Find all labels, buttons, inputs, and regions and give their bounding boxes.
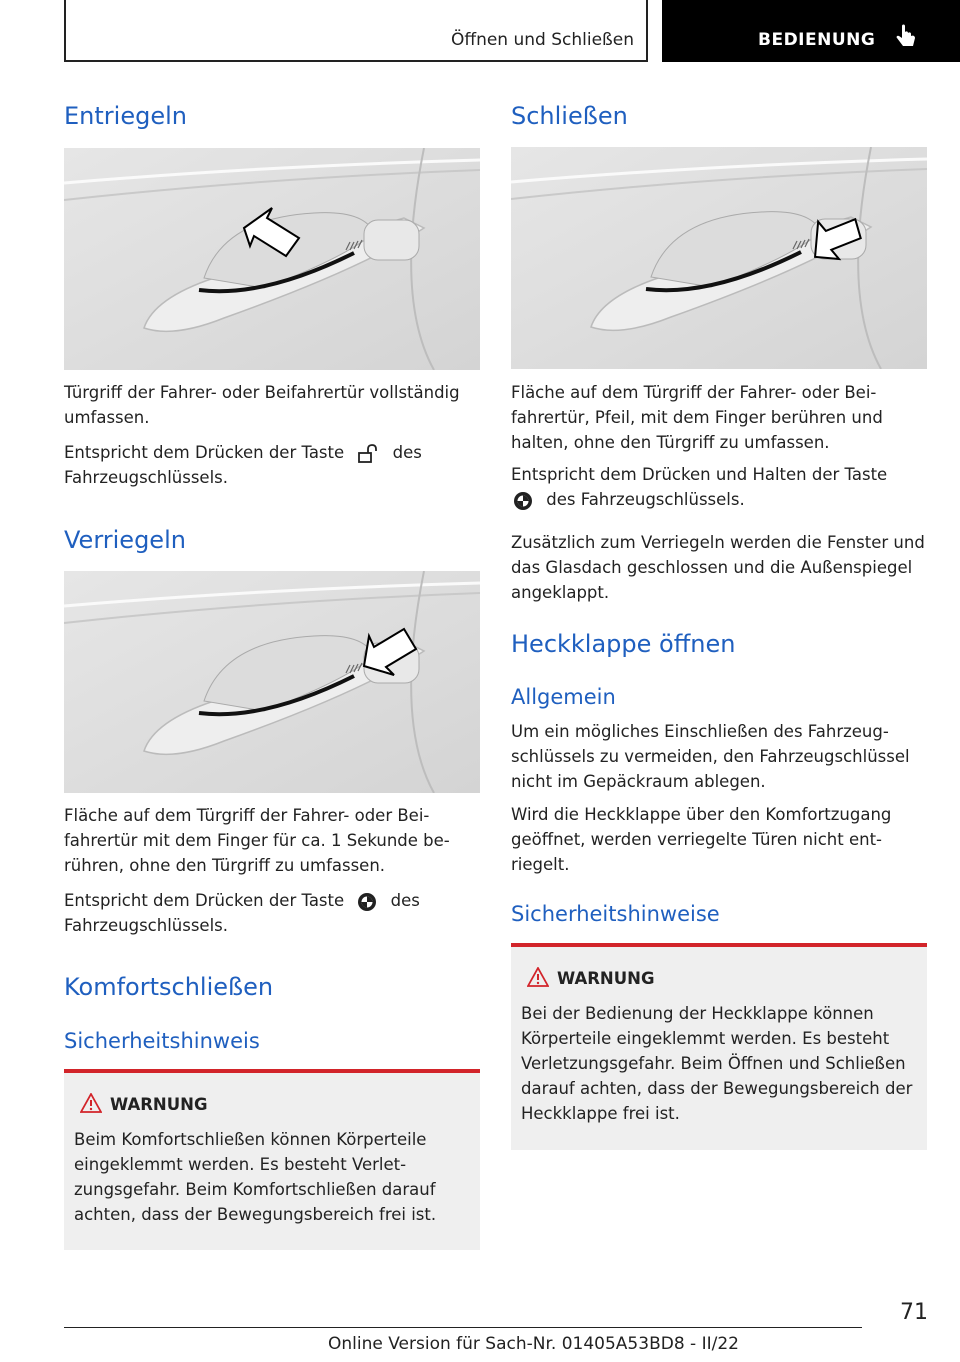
warning-box-heckklappe [511, 943, 927, 1150]
paragraph-text: des Fahrzeugschlüssels. [546, 490, 745, 509]
heading-verriegeln: Verriegeln [64, 526, 186, 554]
warning-text: Beim Komfortschließen können Körperteile eingeklemmt werden. Es besteht Verletzungsgefahr. Beim Komfortschließen darauf achten, dass der Bewegungsbereich frei ist. [74, 1130, 437, 1224]
paragraph-schliessen-1: Fläche auf dem Türgriff der Fahrer- oder Beifahrertür, Pfeil, mit dem Finger berühren und halten, ohne den Türgriff zu umfassen. [511, 383, 883, 452]
warning-text: Bei der Bedienung der Heckklappe können Körperteile eingeklemmt werden. Es besteht Verletzungsgefahr. Beim Öffnen und Schließen darauf achten, dass der Bewegungsbereich der Heckklappe frei ist. [521, 1004, 913, 1123]
header-chapter-title: BEDIENUNG [758, 30, 876, 50]
door-handle-image-lock [64, 571, 480, 793]
paragraph-verriegeln-1: Fläche auf dem Türgriff der Fahrer- oder Beifahrertür mit dem Finger für ca. 1 Sekunde berühren, ohne den Türgriff zu umfassen. [64, 806, 450, 875]
unlock-icon [357, 444, 379, 464]
heading-entriegeln: Entriegeln [64, 102, 187, 130]
warning-box-komfort [64, 1069, 480, 1250]
door-handle-image-unlock [64, 148, 480, 370]
paragraph-text: des Fahrzeugschlüssels. [64, 891, 420, 935]
heading-schliessen: Schließen [511, 102, 628, 130]
subheading-sicherheitshinweis: Sicherheitshinweis [64, 1029, 260, 1053]
pointing-hand-icon [894, 24, 918, 50]
paragraph-verriegeln-2 [64, 888, 480, 938]
bmw-roundel-icon [513, 491, 533, 511]
footer-text: Online Version für Sach-Nr. 01405A53BD8 - II/22 [328, 1334, 739, 1354]
paragraph-heckklappe-2: Wird die Heckklappe über den Komfortzugang geöffnet, werden verriegelte Türen nicht entriegelt. [511, 805, 892, 874]
paragraph-entriegeln-2 [64, 440, 480, 490]
header-section-box [64, 0, 648, 62]
subheading-allgemein: Allgemein [511, 685, 616, 709]
bmw-roundel-icon [357, 892, 377, 912]
paragraph-text: Entspricht dem Drücken der Taste [64, 891, 345, 910]
subheading-sicherheitshinweise: Sicherheitshinweise [511, 902, 720, 926]
paragraph-text: Entspricht dem Drücken und Halten der Taste [511, 465, 888, 484]
paragraph-text: des Fahrzeugschlüssels. [64, 443, 422, 487]
door-handle-image-close [511, 147, 927, 369]
footer-divider [64, 1327, 862, 1328]
paragraph-entriegeln-1: Türgriff der Fahrer- oder Beifahrertür vollständig umfassen. [64, 383, 460, 427]
header-section-title: Öffnen und Schließen [450, 30, 634, 50]
warning-title: WARNUNG [557, 969, 655, 988]
page-number: 71 [900, 1300, 928, 1325]
warning-triangle-icon [80, 1093, 102, 1113]
paragraph-schliessen-2 [511, 462, 927, 512]
paragraph-heckklappe-1: Um ein mögliches Einschließen des Fahrzeugschlüssels zu vermeiden, den Fahrzeugschlüssel nicht im Gepäckraum ablegen. [511, 722, 910, 791]
paragraph-text: Entspricht dem Drücken der Taste [64, 443, 345, 462]
paragraph-schliessen-3: Zusätzlich zum Verriegeln werden die Fenster und das Glasdach geschlossen und die Außenspiegel angeklappt. [511, 533, 925, 602]
heading-komfortschliessen: Komfortschließen [64, 973, 274, 1001]
warning-title: WARNUNG [110, 1095, 208, 1114]
header-chapter-box [662, 0, 960, 62]
heading-heckklappe-oeffnen: Heckklappe öffnen [511, 630, 736, 658]
warning-triangle-icon [527, 967, 549, 987]
